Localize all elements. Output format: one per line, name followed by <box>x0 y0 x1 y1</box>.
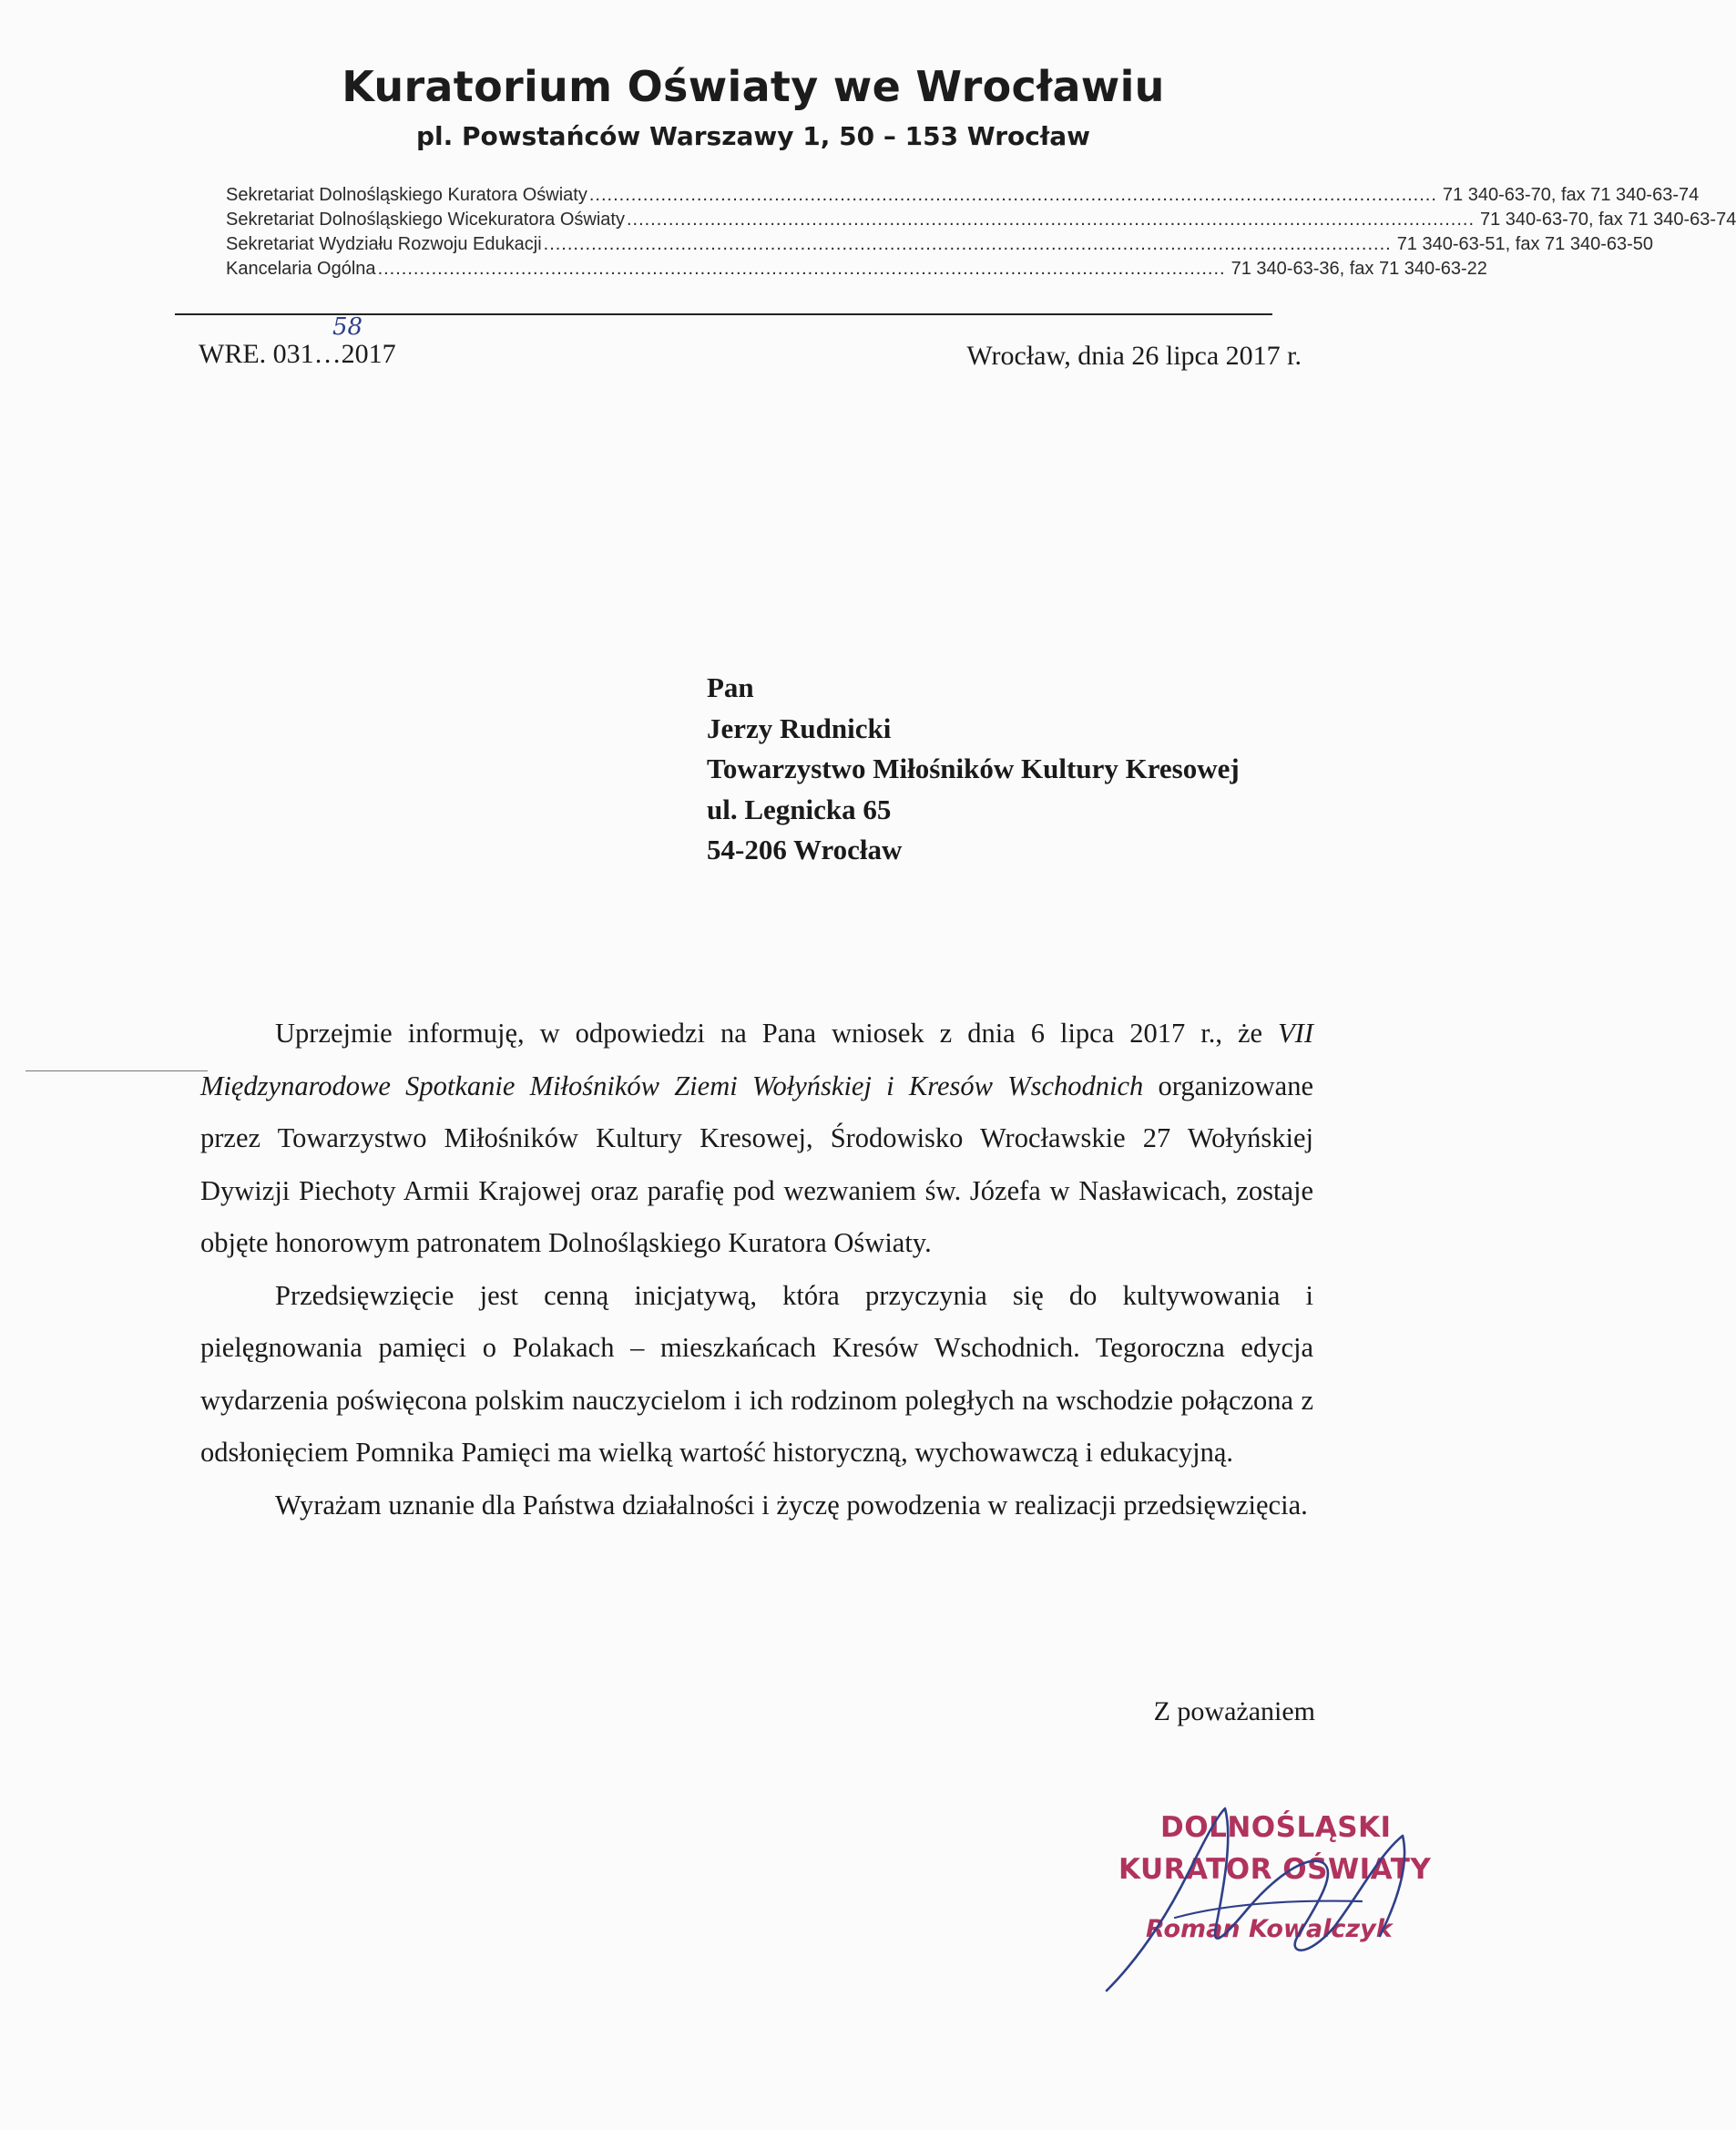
recipient-city: 54-206 Wrocław <box>707 834 903 865</box>
date-line: Wrocław, dnia 26 lipca 2017 r. <box>966 341 1302 371</box>
contact-name: Sekretariat Wydziału Rozwoju Edukacji <box>226 234 542 254</box>
dot-leader: .............................................................................................................................................. <box>626 210 1475 230</box>
contact-phone: 71 340-63-70, fax 71 340-63-74 <box>1442 185 1700 205</box>
body-paragraph: Przedsięwzięcie jest cenną inicjatywą, która przyczynia się do kultywowania i pielęgnowania pamięci o Polakach – mieszkańcach Kresów Wschodnich. Tegoroczna edycja wydarzenia poświęcona polskim nauczycielom i ich rodzinom poległych na wschodzie połączona z odsłonięciem Pomnika Pamięci ma wielką wartość historyczną, wychowawczą i edukacyjną. <box>200 1279 1313 1468</box>
recipient-organization: Towarzystwo Miłośników Kultury Kresowej <box>707 753 1240 784</box>
recipient-street: ul. Legnicka 65 <box>707 793 892 825</box>
contact-phone: 71 340-63-51, fax 71 340-63-50 <box>1396 234 1654 254</box>
dot-leader: .............................................................................................................................................. <box>588 185 1437 205</box>
reference-prefix: WRE. 031 <box>199 339 314 369</box>
contact-row <box>226 210 1736 234</box>
contact-row <box>226 234 1654 259</box>
body-text: Uprzejmie informuję, w odpowiedzi na Pana wniosek z dnia 6 lipca 2017 r., że <box>275 1018 1279 1049</box>
stamp-name: Roman Kowalczyk <box>1146 1915 1393 1943</box>
handwritten-number: 58 <box>332 313 363 341</box>
contact-list <box>226 185 1736 283</box>
reference-dots: … <box>313 339 342 369</box>
body-text: organizowane przez Towarzystwo Miłośników Kultury Kresowej, Środowisko Wrocławskie 27 Wołyńskiej Dywizji Piechoty Armii Krajowej oraz parafię pod wezwaniem św. Józefa w Nasławicach, zostaje objęte honorowym patronatem Dolnośląskiego Kuratora Oświaty. <box>200 1070 1313 1258</box>
recipient-block <box>707 668 1240 871</box>
recipient-name: Jerzy Rudnicki <box>707 712 892 744</box>
letterhead-address: pl. Powstańców Warszawy 1, 50 – 153 Wrocław <box>415 121 1090 151</box>
reference-year: 2017 <box>341 339 396 369</box>
signature-stroke <box>1175 1901 1362 1918</box>
dot-leader: .............................................................................................................................................. <box>377 259 1226 279</box>
contact-row <box>226 259 1487 283</box>
contact-name: Sekretariat Dolnośląskiego Wicekuratora Oświaty <box>226 210 625 230</box>
contact-row <box>226 185 1700 210</box>
handwritten-signature <box>1088 1799 1435 2009</box>
stamp-line: DOLNOŚLĄSKI <box>1160 1811 1392 1844</box>
letterhead-title: Kuratorium Oświaty we Wrocławiu <box>342 62 1165 111</box>
event-name: VII Międzynarodowe Spotkanie Miłośników Ziemi Wołyńskiej i Kresów Wschodnich <box>200 1018 1313 1101</box>
body-paragraph: Wyrażam uznanie dla Państwa działalności i życzę powodzenia w realizacji przedsięwzięcia. <box>275 1489 1308 1521</box>
reference-number <box>199 313 396 370</box>
scan-mark <box>26 1070 208 1071</box>
recipient-salutation: Pan <box>707 671 754 703</box>
contact-phone: 71 340-63-70, fax 71 340-63-74 <box>1480 210 1736 230</box>
contact-name: Sekretariat Dolnośląskiego Kuratora Oświaty <box>226 185 587 205</box>
contact-phone: 71 340-63-36, fax 71 340-63-22 <box>1231 259 1487 279</box>
letter-body <box>200 1008 1313 1531</box>
body-paragraph <box>200 1008 1313 1270</box>
stamp-line: KURATOR OŚWIATY <box>1118 1853 1432 1886</box>
contact-name: Kancelaria Ogólna <box>226 259 376 279</box>
dot-leader: .............................................................................................................................................. <box>543 234 1392 254</box>
signature-stroke <box>1107 1808 1404 1991</box>
closing-line: Z poważaniem <box>1153 1696 1315 1726</box>
